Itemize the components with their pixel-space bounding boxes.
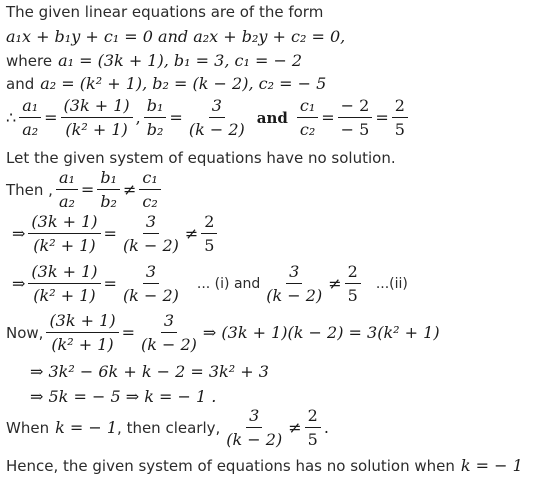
fraction-3k1-k21	[28, 212, 100, 255]
text-now: Now,	[6, 323, 44, 342]
numerator: b₁	[97, 168, 120, 190]
numerator: 2	[201, 212, 217, 234]
denominator: b₂	[100, 192, 117, 211]
denominator: 5	[347, 286, 358, 305]
denominator: (k² + 1)	[33, 286, 96, 305]
therefore-symbol: ∴	[6, 108, 17, 127]
equals: =	[321, 108, 335, 127]
denominator: (k − 2)	[188, 120, 245, 139]
numerator: c₁	[139, 168, 160, 190]
numerator: − 2	[338, 96, 373, 118]
numerator: c₁	[297, 96, 318, 118]
denominator: (k − 2)	[140, 335, 197, 354]
comma: ,	[135, 108, 141, 127]
fraction-2-5	[201, 212, 217, 255]
denominator: (k² + 1)	[65, 120, 128, 139]
not-equal: ≠	[328, 274, 342, 293]
line-implies-2	[6, 262, 408, 305]
numerator: 3	[286, 262, 302, 284]
text-then: Then ,	[6, 180, 53, 199]
implies-arrow: ⇒	[12, 224, 26, 243]
fraction-2-5	[305, 406, 321, 449]
fraction-2-5	[345, 262, 361, 305]
equals: =	[103, 224, 117, 243]
denominator: a₂	[22, 120, 39, 139]
fraction-b1-b2	[144, 96, 167, 139]
line-implies-1	[6, 212, 220, 255]
equals: =	[103, 274, 117, 293]
line-coefficients-2	[6, 74, 326, 93]
numerator: 2	[305, 406, 321, 428]
text-where: where	[6, 51, 53, 70]
equals: =	[121, 323, 135, 342]
equals: =	[375, 108, 389, 127]
period: .	[323, 418, 329, 437]
fraction-3-k2	[186, 96, 248, 139]
numerator: (3k + 1)	[28, 212, 100, 234]
denominator: (k − 2)	[266, 286, 323, 305]
fraction-3-k2	[120, 262, 182, 305]
line-assumption: Let the given system of equations have no solution.	[6, 149, 396, 167]
fraction-c1-c2	[139, 168, 160, 211]
denominator: (k − 2)	[226, 430, 283, 449]
fraction-3-k2	[120, 212, 182, 255]
denominator: c₂	[299, 120, 316, 139]
line-check	[6, 406, 329, 449]
fraction-3k1-k21	[61, 96, 133, 139]
denominator: (k² + 1)	[51, 335, 114, 354]
denominator: a₂	[58, 192, 75, 211]
fraction-3k1-k21	[46, 311, 118, 354]
line-intro: The given linear equations are of the form	[6, 3, 324, 21]
line-conclusion	[6, 456, 523, 475]
text-when: When	[6, 418, 50, 437]
label-eq-i: ... (i) and	[196, 275, 261, 292]
line-ratios	[6, 96, 411, 139]
fraction-3-k2	[138, 311, 200, 354]
coeffs-2: a₂ = (k² + 1), b₂ = (k − 2), c₂ = − 5	[40, 74, 327, 93]
denominator: (k − 2)	[122, 286, 179, 305]
fraction-a1-a2	[19, 96, 41, 139]
numerator: 2	[345, 262, 361, 284]
fraction-3k1-k21	[28, 262, 100, 305]
not-equal: ≠	[288, 418, 302, 437]
line-now	[6, 311, 440, 354]
numerator: 3	[143, 212, 159, 234]
denominator: (k² + 1)	[33, 236, 96, 255]
line-expand: ⇒ 3k² − 6k + k − 2 = 3k² + 3	[30, 362, 269, 381]
denominator: − 5	[340, 120, 370, 139]
numerator: 3	[143, 262, 159, 284]
line-equations-form: a₁x + b₁y + c₁ = 0 and a₂x + b₂y + c₂ = 0,	[6, 27, 346, 46]
denominator: 5	[204, 236, 215, 255]
numerator: a₁	[19, 96, 41, 118]
line-coefficients-1	[6, 51, 302, 70]
label-eq-ii: ...(ii)	[375, 275, 408, 292]
fraction-c1-c2	[297, 96, 318, 139]
coeffs-1: a₁ = (3k + 1), b₁ = 3, c₁ = − 2	[58, 51, 303, 70]
numerator: (3k + 1)	[46, 311, 118, 333]
cross-multiplication: ⇒ (3k + 1)(k − 2) = 3(k² + 1)	[202, 323, 440, 342]
equals: =	[80, 180, 95, 199]
not-equal: ≠	[184, 224, 199, 243]
implies-arrow: ⇒	[12, 274, 26, 293]
conclusion-text: Hence, the given system of equations has no solution when	[6, 456, 455, 475]
denominator: b₂	[146, 120, 164, 139]
not-equal: ≠	[122, 180, 137, 199]
denominator: c₂	[142, 192, 158, 211]
text-and: and	[6, 74, 35, 93]
numerator: a₁	[56, 168, 78, 190]
and-word: and	[256, 108, 288, 127]
line-solve: ⇒ 5k = − 5 ⇒ k = − 1 .	[30, 387, 217, 406]
equals: =	[44, 108, 58, 127]
fraction-a1-a2	[56, 168, 78, 211]
numerator: 2	[392, 96, 408, 118]
k-value: k = − 1	[460, 456, 523, 475]
numerator: 3	[161, 311, 177, 333]
numerator: 3	[209, 96, 225, 118]
text-then-clearly: , then clearly,	[117, 418, 221, 437]
numerator: 3	[246, 406, 262, 428]
denominator: 5	[307, 430, 318, 449]
fraction-m2-m5	[338, 96, 373, 139]
fraction-3-k2	[263, 262, 325, 305]
equals: =	[169, 108, 183, 127]
numerator: (3k + 1)	[61, 96, 133, 118]
fraction-2-5	[392, 96, 408, 139]
fraction-b1-b2	[97, 168, 120, 211]
numerator: b₁	[144, 96, 167, 118]
k-value: k = − 1	[55, 418, 118, 437]
fraction-3-k2	[223, 406, 285, 449]
denominator: (k − 2)	[122, 236, 179, 255]
line-condition	[6, 168, 164, 211]
denominator: 5	[394, 120, 405, 139]
numerator: (3k + 1)	[28, 262, 100, 284]
